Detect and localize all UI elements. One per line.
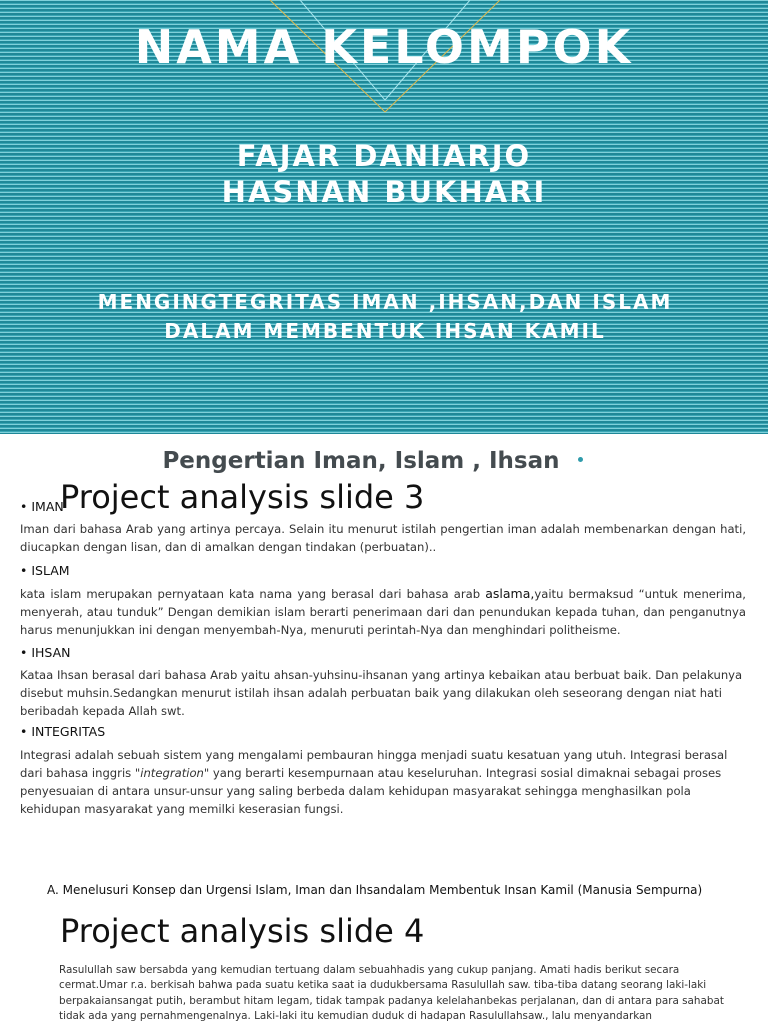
paragraph-ihsan: Kataa Ihsan berasal dari bahasa Arab yaitu ahsan-yuhsinu-ihsanan yang artinya kebaikan atau berbuat baik. Dan pelakunya disebut muhsin.Sedangkan menurut istilah ihsan adalah perbuatan baik yang dilakukan oleh seseorang dengan niat hati beribadah kepada Allah swt. (20, 668, 743, 718)
title-slide (0, 0, 768, 434)
slide-label: Project analysis slide 4 (60, 912, 425, 950)
section-title-islam: • ISLAM (20, 563, 70, 578)
text-fragment: yang berarti kesempurnaan atau keseluruhan. Integrasi sosial dimaknai sebagai proses penyesuaian di antara unsur-unsur yang saling berbeda dalam kehidupan masyarakat sehingga menghasilkan pola kehidupan masyarakat yang memilki keserasian fungsi. (20, 766, 722, 816)
section-title-ihsan: • IHSAN (20, 645, 71, 660)
slide-label: Project analysis slide 3 (60, 478, 425, 516)
paragraph-integritas (20, 746, 746, 818)
hadith-paragraph: Rasulullah saw bersabda yang kemudian tertuang dalam sebuahhadis yang cukup panjang. Amati hadis berikut secara cermat.Umar r.a. berkisah bahwa pada suatu ketika saat ia dudukbersama Rasulullah saw. tiba-tiba datang seorang laki-laki berpakaiansangat putih, berambut hitam legam, tidak tampak padanya kelelahanbekas perjalanan, dan di antara para sahabat tidak ada yang pernahmengenalnya. Laki-laki itu kemudian duduk di hadapan Rasulullahsaw., lalu menyandarkan (59, 964, 724, 1022)
bullet-dot-icon (578, 457, 583, 462)
text-fragment: Integrasi adalah sebuah sistem yang mengalami pembauran hingga menjadi suatu kesatuan yang utuh. Integrasi berasal dari bahasa inggris (20, 748, 728, 780)
section-title-integritas: • INTEGRITAS (20, 724, 106, 739)
text-fragment: kata islam merupakan pernyataan kata nama yang berasal dari bahasa arab (20, 587, 486, 601)
paragraph-iman: Iman dari bahasa Arab yang artinya percaya. Selain itu menurut istilah pengertian iman adalah membenarkan dengan hati, diucapkan dengan lisan, dan di amalkan dengan tindakan (perbuatan).. (20, 522, 746, 554)
paragraph-islam (20, 585, 746, 639)
member-name: HASNAN BUKHARI (221, 175, 547, 209)
member-list (0, 138, 768, 210)
section-title-iman: • IMAN (20, 499, 64, 514)
term-integration: "integration" (134, 766, 210, 780)
member-name: FAJAR DANIARJO (236, 139, 532, 173)
presentation-topic: MENGINGTEGRITAS IMAN ,IHSAN,DAN ISLAM DALAM MEMBENTUK IHSAN KAMIL (97, 290, 673, 343)
term-aslama: aslama, (485, 586, 535, 601)
text-fragment: yaitu bermaksud “untuk menerima, menyerah, atau tunduk” Dengan demikian islam berarti penerimaan dari dan penundukan kepada tuhan, dan penganutnya harus menunjukkan ini dengan menyembah-Nya, menuruti perintah-Nya dan menghindari politheisme. (20, 587, 746, 637)
group-name-title: NAMA KELOMPOK (134, 20, 634, 74)
subsection-heading: A. Menelusuri Konsep dan Urgensi Islam, Iman dan Ihsandalam Membentuk Insan Kamil (Manusia Sempurna) (47, 883, 703, 897)
section-heading: Pengertian Iman, Islam , Ihsan (162, 448, 560, 474)
